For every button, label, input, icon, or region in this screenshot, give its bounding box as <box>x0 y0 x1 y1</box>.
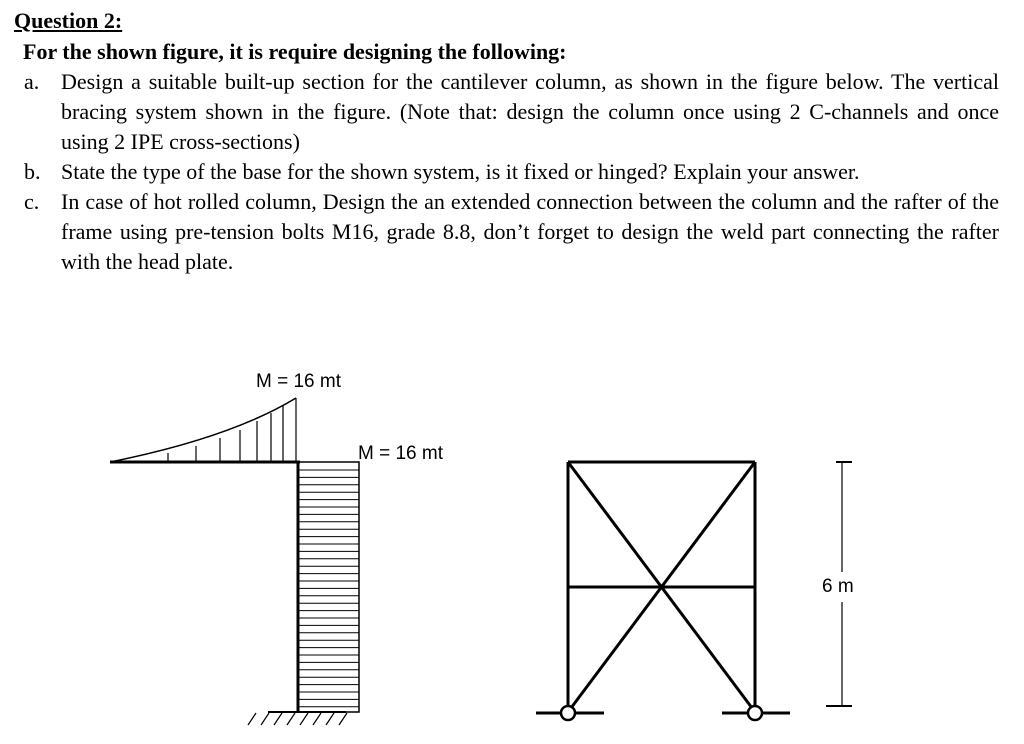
fixed-support-hatching <box>248 713 347 725</box>
bracing-frame <box>536 462 854 720</box>
hinge-support-left <box>561 706 575 720</box>
column-moment-label: M = 16 mt <box>358 443 443 464</box>
item-marker: c. <box>24 189 40 214</box>
cantilever-moment-label: M = 16 mt <box>256 371 341 392</box>
question-title: Question 2: <box>14 8 123 33</box>
item-text: Design a suitable built-up section for the cantilever column, as shown in the figure below. The vertical bracing system shown in the figure. (Note that: design the column once using 2 C-channels and once using 2 IPE cross-sections) <box>61 69 999 154</box>
moment-diagram <box>110 371 444 725</box>
hinge-support-right <box>748 706 762 720</box>
cantilever-moment-curve <box>110 398 296 462</box>
bracing-height-label: 6 m <box>822 576 854 597</box>
item-marker: b. <box>24 159 41 184</box>
question-intro: For the shown figure, it is require designing the following: <box>23 39 567 64</box>
cantilever-moment-hatching <box>168 398 296 462</box>
item-text: In case of hot rolled column, Design the an extended connection between the column and the rafter of the frame using pre-tension bolts M16, grade 8.8, don’t forget to design the weld part connecting the rafter with the head plate. <box>61 189 999 274</box>
item-marker: a. <box>24 69 40 94</box>
column-moment-hatching <box>298 470 359 707</box>
item-text: State the type of the base for the shown system, is it fixed or hinged? Explain your answer. <box>61 159 860 184</box>
